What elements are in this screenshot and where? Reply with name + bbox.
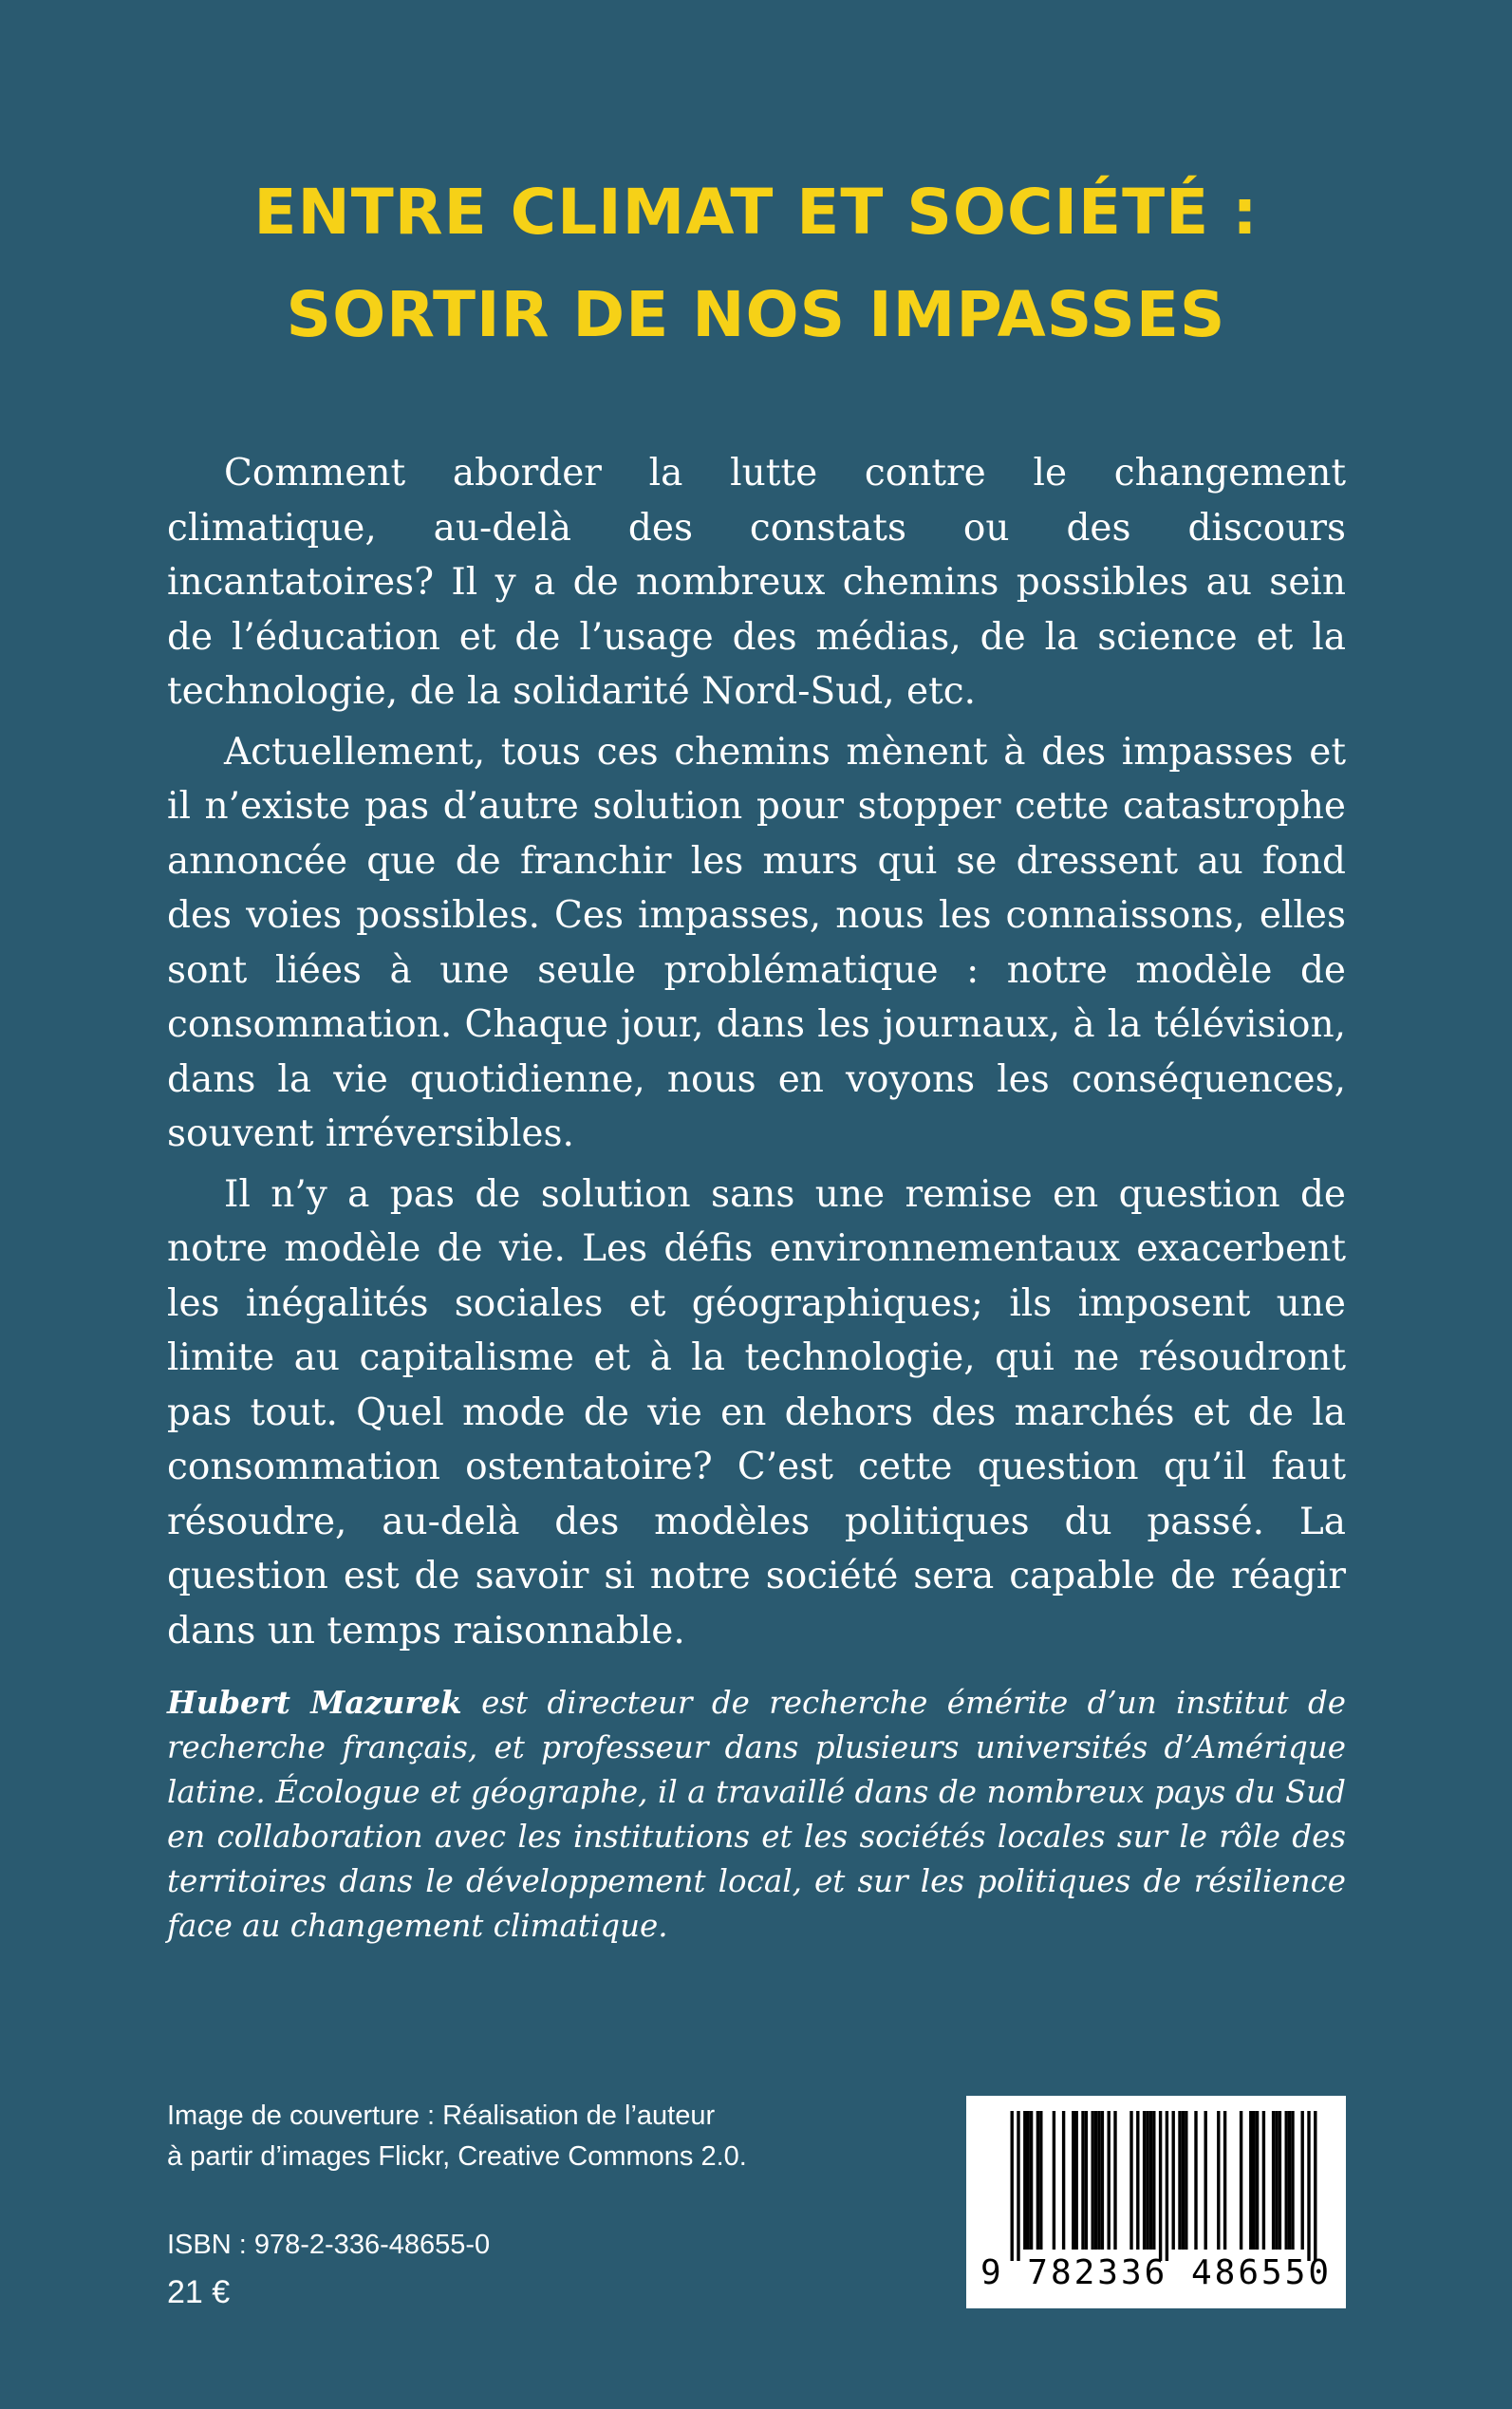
barcode-bar [1039,2111,1042,2250]
barcode-bar [1011,2111,1014,2261]
title-line-1: ENTRE CLIMAT ET SOCIÉTÉ : [253,176,1259,249]
barcode-bar [1027,2111,1030,2250]
barcode-bar [1166,2111,1168,2261]
barcode-bar [1253,2111,1256,2250]
barcode-bar [1092,2111,1094,2250]
barcode-bar [1053,2111,1055,2250]
barcode-bar [1240,2111,1242,2250]
barcode-bar [1291,2111,1294,2250]
blurb-paragraph-3: Il n’y a pas de solution sans une remise en question de notre modèle de vie. Les défis environnementaux exacerbent les inégalités sociales et géographiques; ils imposent une limite au capitalisme et à la technologie, qui ne résoudront pas tout. Quel mode de vie en dehors des marchés et de la consommation ostentatoire? C’est cette question qu’il faut résoudre, au-delà des modèles politiques du passé. La question est de savoir si notre société sera capable de réagir dans un temps raisonnable. [167,1172,1346,1653]
barcode-bar [1129,2111,1132,2250]
barcode-bar [1097,2111,1100,2250]
author-bio-text: est directeur de recherche émérite d’un institut de recherche français, et professeur dans plusieurs universités d’Amérique latine. Écologue et géographe, il a travaillé dans de nombreux pays du Sud en collaboration avec les institutions et les sociétés locales sur le rôle des territoires dans le développement local, et sur les politiques de résilience face au changement climatique. [167,1685,1346,1944]
barcode-bar [1036,2111,1039,2250]
barcode-bar [1194,2111,1197,2250]
barcode-bar [1085,2111,1088,2250]
barcode-bar [1023,2111,1026,2250]
cover-credit [167,2096,831,2177]
barcode-bar [1262,2111,1265,2250]
barcode-bar [1081,2111,1084,2250]
barcode-bar [1223,2111,1226,2250]
barcode-bar [1075,2111,1078,2250]
cover-credit-line-1: Image de couverture : Réalisation de l’auteur [167,2101,716,2131]
barcode-bar [1146,2111,1148,2250]
book-title [0,161,1512,366]
barcode-bar [1256,2111,1259,2250]
barcode-bar [1094,2111,1097,2250]
barcode-bar [1307,2111,1310,2261]
cover-credit-line-2: à partir d’images Flickr, Creative Commons 2.0. [167,2141,747,2172]
barcode-bar [1149,2111,1152,2250]
barcode-bar [1152,2111,1155,2250]
barcode-bar [1217,2111,1220,2250]
barcode-bar [1204,2111,1207,2250]
barcode-bar [1159,2111,1162,2261]
barcode-bar [1143,2111,1146,2250]
barcode-bar [1314,2111,1316,2261]
barcode-bar [1113,2111,1116,2250]
barcode-bar [1136,2111,1139,2250]
barcode [966,2096,1346,2308]
barcode-bar [1178,2111,1181,2250]
barcode-bar [1285,2111,1288,2250]
barcode-bar [1072,2111,1074,2250]
barcode-digits: 9 782336 486550 [980,2253,1333,2292]
blurb-paragraph-1: Comment aborder la lutte contre le changement climatique, au-delà des constats ou des discours incantatoires? Il y a de nombreux chemins possibles au sein de l’éducation et de l’usage des médias, de la science et la technologie, de la solidarité Nord-Sud, etc. [167,452,1346,713]
isbn: ISBN : 978-2-336-48655-0 [167,2230,491,2260]
price: 21 € [167,2274,231,2310]
author-name: Hubert Mazurek [167,1684,462,1721]
barcode-bar [1172,2111,1175,2250]
barcode-bar [1288,2111,1291,2250]
barcode-bar [1101,2111,1104,2250]
barcode-bar [1108,2111,1111,2250]
blurb [167,446,1346,1664]
barcode-bar [1182,2111,1185,2250]
barcode-bar [1062,2111,1065,2250]
barcode-bar [1185,2111,1187,2250]
barcode-bar [1279,2111,1281,2250]
author-bio [167,1680,1346,1949]
barcode-bar [1017,2111,1019,2261]
title-line-2: SORTIR DE NOS IMPASSES [286,278,1226,351]
barcode-bar [1249,2111,1252,2250]
blurb-paragraph-2: Actuellement, tous ces chemins mènent à des impasses et il n’existe pas d’autre solution pour stopper cette catastrophe annoncée que de franchir les murs qui se dressent au fond des voies possibles. Ces impasses, nous les connaissons, elles sont liées à une seule problématique : notre modèle de consommation. Chaque jour, dans les journaux, à la télévision, dans la vie quotidienne, nous en voyons les conséquences, souvent irréversibles. [167,730,1346,1155]
barcode-bar [1030,2111,1033,2250]
barcode-bar [1301,2111,1304,2250]
barcode-bar [1275,2111,1278,2250]
barcode-bar [1272,2111,1275,2250]
